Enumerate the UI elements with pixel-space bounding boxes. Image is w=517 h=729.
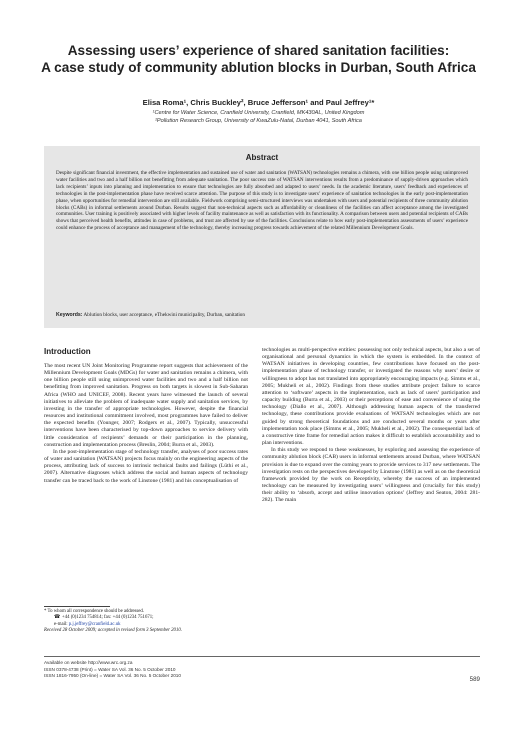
right-column bbox=[262, 347, 480, 677]
issn-online: ISSN 1816-7950 (On-line) = Water SA Vol. 36 No. 5 October 2010 bbox=[44, 673, 182, 679]
right-column-body bbox=[262, 347, 480, 677]
email-label: e-mail: bbox=[54, 621, 68, 627]
received-note: Received 28 October 2009; accepted in revised form 3 September 2010. bbox=[44, 628, 182, 634]
page-number: 589 bbox=[469, 676, 480, 683]
introduction-heading: Introduction bbox=[44, 347, 91, 356]
left-column-body bbox=[44, 363, 248, 539]
footnote-divider bbox=[44, 606, 110, 607]
abstract-heading: Abstract bbox=[245, 153, 279, 162]
keywords bbox=[56, 312, 468, 318]
paragraph: In the post-implementation stage of technology transfer, analyses of poor success rates of water and sanitation (WATSAN) projects focus mainly on the engineering aspects of the process, attributing lack of success to intrinsic technical faults and failings (Lüthi et al., 2007). Alternative diagnoses which address the social and human aspects of technology transfer can be traced back to the work of Linstone (1981) and his conceptualisation of bbox=[44, 448, 248, 484]
keywords-text: Ablution blocks, user acceptance, eThekwini municipality, Durban, sanitation bbox=[83, 312, 245, 318]
telephone-icon: ☎ bbox=[54, 615, 60, 621]
author-list: Elisa Roma¹, Chris Buckley², Bruce Jefferson¹ and Paul Jeffrey¹* bbox=[142, 98, 375, 107]
affiliation-2: ²Pollution Research Group, University of KwaZulu-Natal, Durban 4041, South Africa bbox=[155, 118, 362, 124]
website-note: Available on website http://www.wrc.org.za bbox=[44, 660, 133, 665]
abstract-box bbox=[44, 146, 480, 328]
correspondence-note: * To whom all correspondence should be addressed. bbox=[44, 609, 145, 614]
footer-divider bbox=[44, 656, 480, 657]
phone-text: +44 (0)1234 754814; fax: +44 (0)1234 751671; bbox=[62, 615, 154, 621]
email-link[interactable]: p.j.jeffrey@cranfield.ac.uk bbox=[68, 621, 121, 627]
affiliation-1: ¹Centre for Water Science, Cranfield University, Cranfield, MK430AL, United Kingdom bbox=[152, 110, 365, 116]
paragraph: technologies as multi-perspective entities: possessing not only technical aspects, but also a set of organisational and personal dynamics in which the system is embedded. In the context of WATSAN initiatives in developing countries, few contributions have focused on the post-implementation phase of technology transfer, or investigated the reasons why users’ desire or willingness to adopt has not translated into appropriately encouraging impacts (e.g. Simms et al., 2005; Mukheli et al., 2002). Findings from these studies attribute project failure to scarce attention to ‘software’ aspects in the implementation, such as lack of users’ participation and capacity building (Burra et al., 2003) or their perceptions of ease and convenience of using the technology (Diallo et al., 2007). Although addressing human aspects of the transferred technology, these contributions provide evaluations of WATSAN technologies which are not guided by strong theoretical foundations and are conducted several months or years after implementation took place (Simms et al., 2005; Mukheli et al., 2002). The consequential lack of a constructive time frame for remedial action makes it difficult to establish accountability and to plan interventions. bbox=[262, 347, 480, 447]
footnotes bbox=[44, 609, 254, 635]
title-line-1: Assessing users’ experience of shared sanitation facilities: bbox=[67, 43, 450, 58]
footer-info bbox=[44, 660, 344, 680]
abstract-text: Despite significant financial investment, the effective implementation and sustained use of water and sanitation (WATSAN) technologies remains a chimera, with one billion people using unimproved water facilities and two and a half billion not benefitting from adequate sanitation. The poor success rate of WATSAN interventions results from a predominance of supply-driven approaches which lack recipients’ inputs into planning and implementation to ensure that technologies are fully absorbed and adapted to users’ needs. In the academic literature, users’ feedback and experiences of technologies in the post-implementation phase have received scarce attention. The purpose of this study is to investigate users’ experience of sanitation technologies in the early post-implementation phase, when opportunities for remedial intervention are still available. Fieldwork comprising semi-structured interviews was undertaken with users and potential recipients of three community ablution blocks (CABs) in informal settlements around Durban. Results suggest that non-technical aspects such as affordability or cleanliness of the facilities can affect acceptance among the investigated communities. User training is positively associated with higher levels of facility maintenance as well as satisfaction with its functionality. A comparison between users and potential recipients of CABs shows that perceived health benefits, attitudes in case of problems, and trust are affected by use of the facilities. Conclusions relate to how early post-implementation assessments of users’ experience could enhance the process of acceptance and management of the technology, thereby increasing progress towards achievement of the related Millennium Development Goals. bbox=[56, 170, 468, 232]
article-title bbox=[40, 42, 477, 76]
issn-print: ISSN 0378-4738 (Print) = Water SA Vol. 36 No. 5 October 2010 bbox=[44, 666, 176, 672]
title-line-2: A case study of community ablution blocks in Durban, South Africa bbox=[41, 60, 476, 75]
paragraph: In this study we respond to these weaknesses, by exploring and assessing the experience of community ablution block (CAB) users in informal settlements around Durban, where WATSAN provision is due to expand over the coming years to provide services to 317 new settlements. The investigation rests on the perspectives developed by Linstone (1981) as well as on the theoretical framework provided by the work on Receptivity, whereby the success of an implemented technology can be measured by investigating users’ willingness and (crucially for this study) their ability to ‘absorb, accept and utilise innovation options’ (Jeffrey and Seaton, 2004: 281-282). The main bbox=[262, 447, 480, 504]
left-column bbox=[44, 347, 248, 539]
keywords-label: Keywords: bbox=[56, 312, 83, 318]
paragraph: The most recent UN Joint Monitoring Programme report suggests that achievement of the Millennium Development Goals (MDGs) for water and sanitation remains a chimera, with one billion people still using unimproved water facilities and two and a half billion not benefitting from improved sanitation. Progress on both targets is slowest in Sub-Saharan Africa (WHO and UNICEF, 2008). Recent years have witnessed the launch of several initiatives to alleviate the problem of inadequate water supply and sanitation services, by investing in the transfer of appropriate technologies. However, despite the financial resources and institutional commitment involved, most programmes have failed to deliver the expected benefits (Younger, 2007; Rodgers et al., 2007). Typically, unsuccessful interventions have been characterised by top-down approaches to service delivery with little consideration of recipients’ demands or their participation in the planning, construction and implementation process (Breslin, 2004; Burra et al., 2003). bbox=[44, 363, 248, 448]
